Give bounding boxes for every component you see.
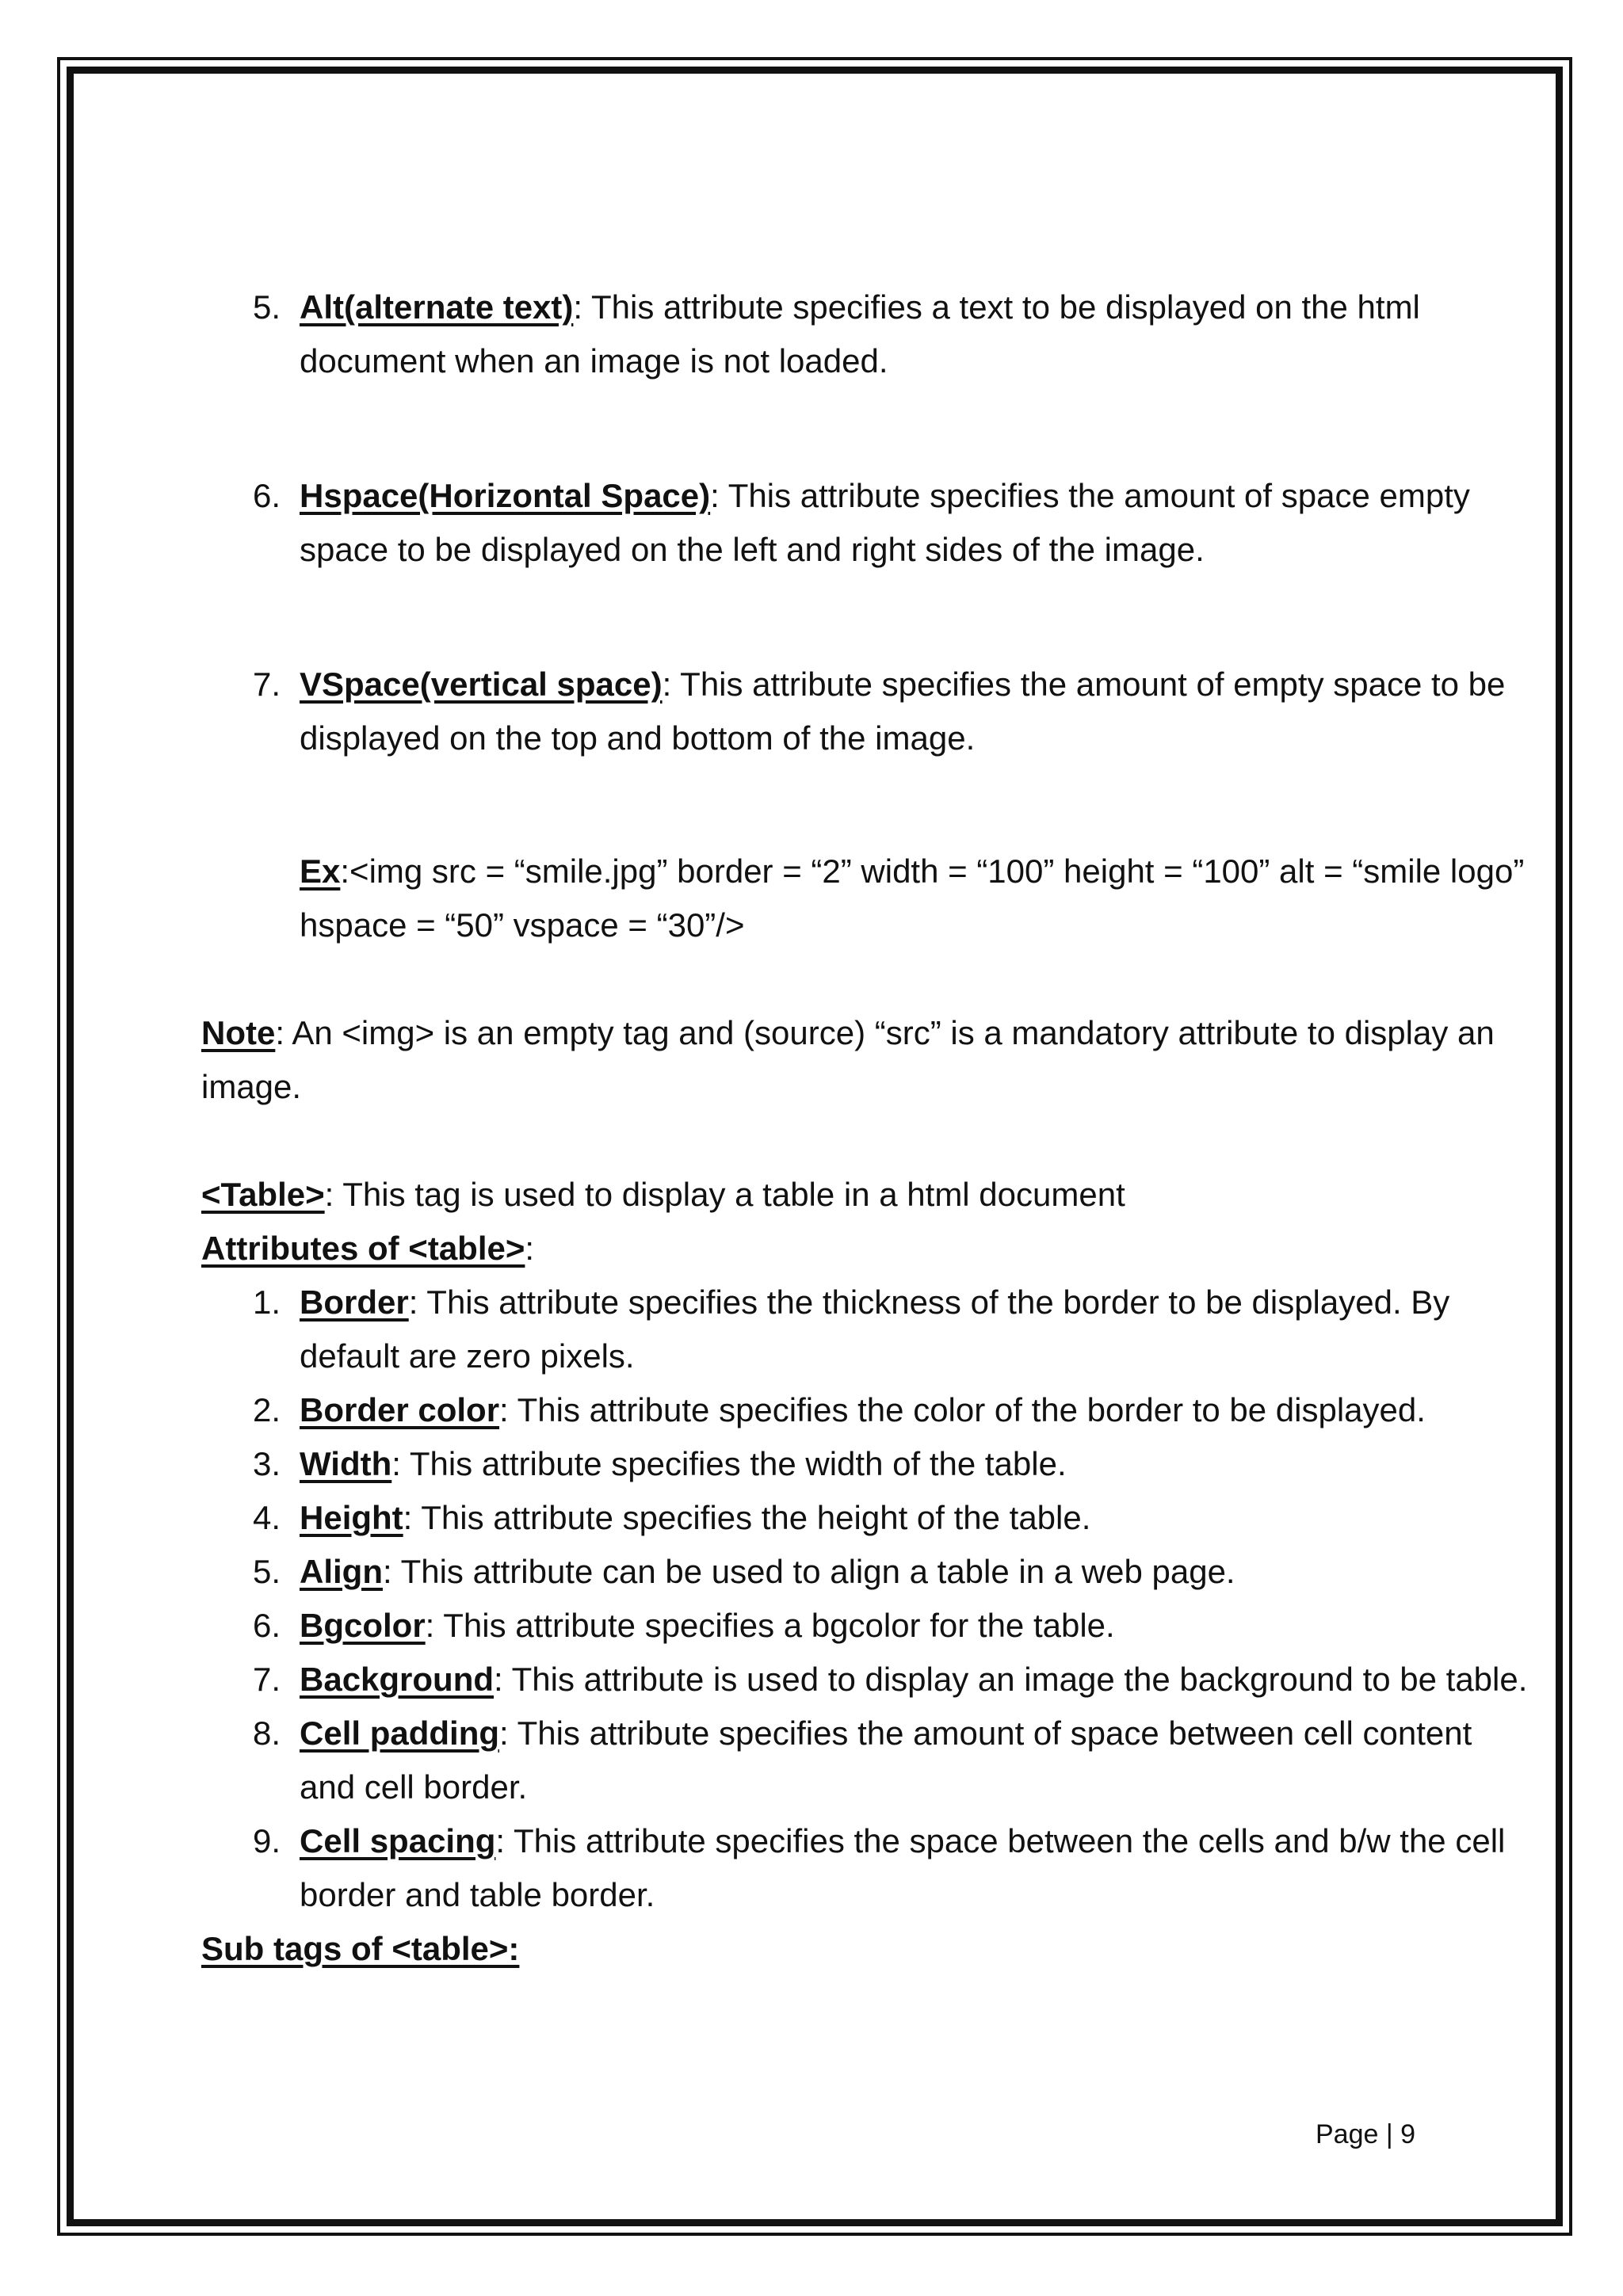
attribute-description: : This attribute specifies a bgcolor for the table.	[425, 1607, 1115, 1644]
list-number: 2.	[252, 1391, 281, 1428]
attribute-term: Border color	[300, 1391, 500, 1428]
attribute-description: : This attribute can be used to align a table in a web page.	[382, 1553, 1235, 1590]
table-attribute-item	[201, 1599, 1533, 1653]
attribute-term: VSpace(vertical space)	[300, 666, 663, 703]
list-number: 7.	[252, 1661, 281, 1698]
attribute-term: Cell spacing	[300, 1822, 496, 1859]
list-number: 6.	[252, 477, 281, 514]
example-code	[201, 845, 1533, 952]
sub-tags-heading: Sub tags of <table>:	[201, 1930, 520, 1967]
example-text: :<img src = “smile.jpg” border = “2” width = “100” height = “100” alt = “smile logo” hspace = “50” vspace = “30”/>	[300, 852, 1525, 944]
table-attribute-item	[201, 1437, 1533, 1491]
attribute-description: : This attribute specifies the width of the table.	[391, 1445, 1067, 1482]
attribute-term: Border	[300, 1283, 409, 1321]
attribute-term: Cell padding	[300, 1714, 499, 1752]
table-tag-text: : This tag is used to display a table in a html document	[324, 1176, 1125, 1213]
page-footer	[1316, 2119, 1415, 2150]
img-attribute-item	[201, 280, 1533, 388]
img-attribute-item	[201, 658, 1533, 765]
table-attribute-item	[201, 1707, 1533, 1814]
attribute-description: : This attribute specifies the amount of space between cell content and cell border.	[300, 1714, 1472, 1806]
attribute-term: Height	[300, 1499, 403, 1536]
attribute-term: Width	[300, 1445, 392, 1482]
table-attribute-item	[201, 1491, 1533, 1545]
table-attribute-item	[201, 1276, 1533, 1383]
table-attribute-item	[201, 1383, 1533, 1437]
note-text: : An <img> is an empty tag and (source) “src” is a mandatory attribute to display an image.	[201, 1014, 1495, 1105]
attribute-description: : This attribute specifies a text to be displayed on the html document when an image is not loaded.	[300, 288, 1420, 379]
note-label: Note	[201, 1014, 276, 1051]
attribute-term: Background	[300, 1661, 495, 1698]
list-number: 5.	[252, 288, 281, 326]
attribute-term: Bgcolor	[300, 1607, 426, 1644]
attribute-term: Hspace(Horizontal Space)	[300, 477, 711, 514]
attribute-description: : This attribute specifies the color of the border to be displayed.	[499, 1391, 1426, 1428]
page-number: 9	[1400, 2119, 1416, 2149]
list-number: 8.	[252, 1714, 281, 1752]
footer-separator: |	[1385, 2119, 1393, 2149]
table-attribute-item	[201, 1545, 1533, 1599]
example-label: Ex	[300, 852, 341, 890]
attribute-description: : This attribute specifies the amount of space empty space to be displayed on the left and right sides of the image.	[300, 477, 1470, 568]
list-number: 9.	[252, 1822, 281, 1859]
list-number: 6.	[252, 1607, 281, 1644]
list-number: 3.	[252, 1445, 281, 1482]
attribute-description: : This attribute specifies the height of the table.	[403, 1499, 1091, 1536]
footer-label: Page	[1316, 2119, 1379, 2149]
table-tag-paragraph	[201, 1168, 1533, 1276]
list-number: 4.	[252, 1499, 281, 1536]
table-attributes-list	[201, 1276, 1533, 1976]
list-number: 1.	[252, 1283, 281, 1321]
attribute-description: : This attribute specifies the amount of empty space to be displayed on the top and bottom of the image.	[300, 666, 1506, 757]
list-number: 7.	[252, 666, 281, 703]
img-attribute-item	[201, 469, 1533, 577]
attribute-term: Align	[300, 1553, 383, 1590]
table-attributes-heading: Attributes of <table>	[201, 1230, 525, 1267]
table-tag-label: <Table>	[201, 1176, 325, 1213]
heading-colon: :	[525, 1230, 535, 1267]
attribute-description: : This attribute specifies the space between the cells and b/w the cell border and table border.	[300, 1822, 1506, 1913]
table-attribute-item	[201, 1653, 1533, 1707]
list-number: 5.	[252, 1553, 281, 1590]
table-attribute-item	[201, 1814, 1533, 1922]
attribute-term: Alt(alternate text)	[300, 288, 574, 326]
attribute-description: : This attribute specifies the thickness of the border to be displayed. By default are zero pixels.	[300, 1283, 1450, 1375]
attribute-description: : This attribute is used to display an image the background to be table.	[494, 1661, 1528, 1698]
note-paragraph	[201, 1006, 1533, 1114]
